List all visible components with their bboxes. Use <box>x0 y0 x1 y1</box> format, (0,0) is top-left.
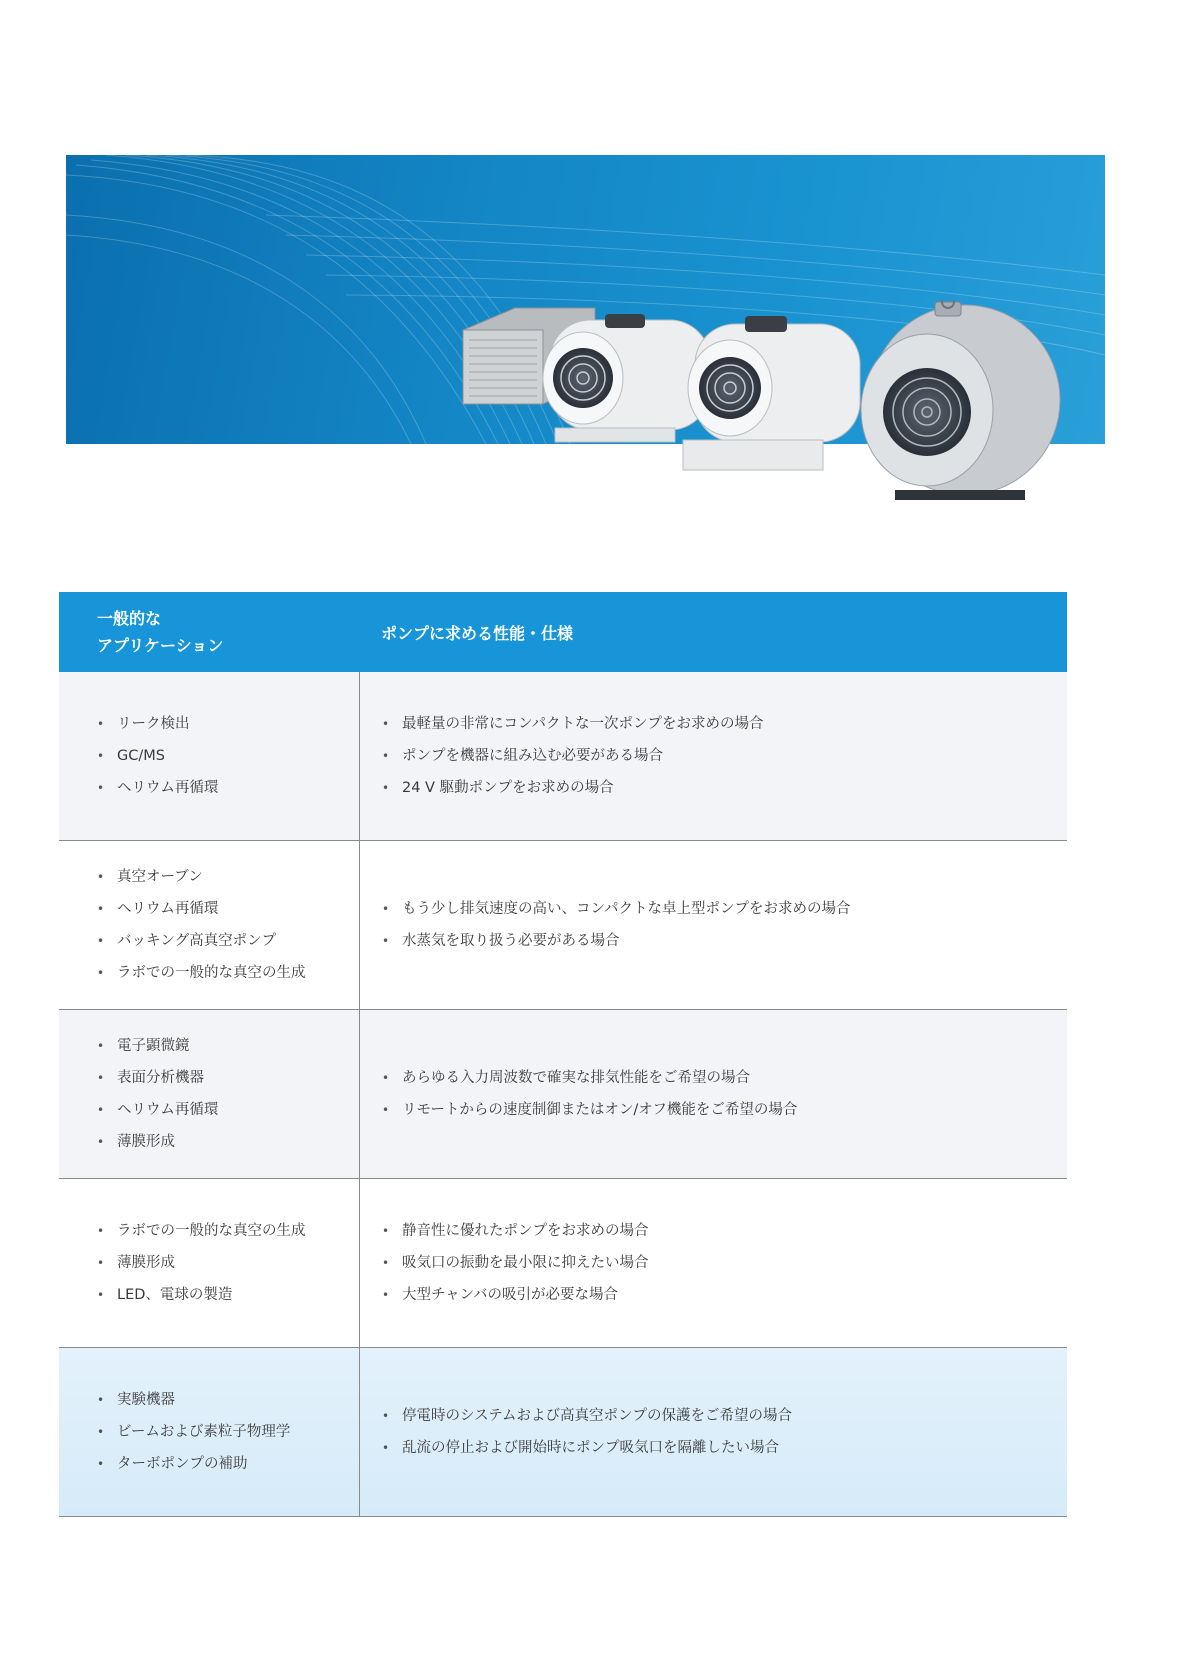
pump-3 <box>683 316 860 470</box>
requirement-item: • 乱流の停止および開始時にポンプ吸気口を隔離したい場合 <box>382 1440 779 1456</box>
requirement-item: • 吸気口の振動を最小限に抑えたい場合 <box>382 1255 649 1271</box>
requirement-item: • 水蒸気を取り扱う必要がある場合 <box>382 933 620 949</box>
requirement-item: • リモートからの速度制御またはオン/オフ機能をご希望の場合 <box>382 1102 798 1118</box>
header-applications <box>59 592 360 672</box>
requirement-item: • 大型チャンバの吸引が必要な場合 <box>382 1287 619 1303</box>
application-item: • ヘリウム再循環 <box>97 780 219 796</box>
application-item: • リーク検出 <box>97 716 190 732</box>
table-header <box>59 592 1067 672</box>
application-item: • ターボポンプの補助 <box>97 1456 248 1472</box>
application-item: • バッキング高真空ポンプ <box>97 933 277 949</box>
requirements-cell <box>360 672 1067 840</box>
table-row <box>59 672 1067 841</box>
table-row <box>59 1348 1067 1517</box>
header-applications-line1: 一般的な <box>97 609 162 628</box>
requirements-cell <box>360 1179 1067 1347</box>
requirement-item: • あらゆる入力周波数で確実な排気性能をご希望の場合 <box>382 1070 750 1086</box>
application-item: • 電子顕微鏡 <box>97 1038 190 1054</box>
application-item: • ビームおよび素粒子物理学 <box>97 1424 291 1440</box>
application-table <box>59 592 1067 1517</box>
application-item: • LED、電球の製造 <box>97 1287 233 1303</box>
application-item: • 実験機器 <box>97 1392 175 1408</box>
applications-cell <box>59 1010 360 1178</box>
requirement-item: • ポンプを機器に組み込む必要がある場合 <box>382 748 663 764</box>
application-item: • ヘリウム再循環 <box>97 1102 219 1118</box>
applications-cell <box>59 1348 360 1516</box>
application-item: • 薄膜形成 <box>97 1255 175 1271</box>
requirement-item: • 24 V 駆動ポンプをお求めの場合 <box>382 780 614 796</box>
table-row <box>59 1179 1067 1348</box>
pump-4 <box>861 300 1060 500</box>
requirements-cell <box>360 841 1067 1009</box>
application-item: • GC/MS <box>97 748 165 764</box>
pump-2 <box>543 314 710 442</box>
requirements-cell <box>360 1010 1067 1178</box>
table-row <box>59 1010 1067 1179</box>
table-row <box>59 841 1067 1010</box>
application-item: • ヘリウム再循環 <box>97 901 219 917</box>
requirement-item: • 静音性に優れたポンプをお求めの場合 <box>382 1223 649 1239</box>
requirement-item: • 停電時のシステムおよび高真空ポンプの保護をご希望の場合 <box>382 1408 793 1424</box>
application-item: • 真空オーブン <box>97 869 203 885</box>
application-item: • 薄膜形成 <box>97 1134 175 1150</box>
applications-cell <box>59 1179 360 1347</box>
pump-products-image <box>455 300 1075 540</box>
header-requirements: ポンプに求める性能・仕様 <box>381 623 574 643</box>
application-item: • ラボでの一般的な真空の生成 <box>97 1223 306 1239</box>
application-item: • 表面分析機器 <box>97 1070 204 1086</box>
requirement-item: • 最軽量の非常にコンパクトな一次ポンプをお求めの場合 <box>382 716 764 732</box>
requirements-cell <box>360 1348 1067 1516</box>
applications-cell <box>59 841 360 1009</box>
header-applications-line2: アプリケーション <box>97 636 224 655</box>
application-item: • ラボでの一般的な真空の生成 <box>97 965 306 981</box>
requirement-item: • もう少し排気速度の高い、コンパクトな卓上型ポンプをお求めの場合 <box>382 901 851 917</box>
applications-cell <box>59 672 360 840</box>
